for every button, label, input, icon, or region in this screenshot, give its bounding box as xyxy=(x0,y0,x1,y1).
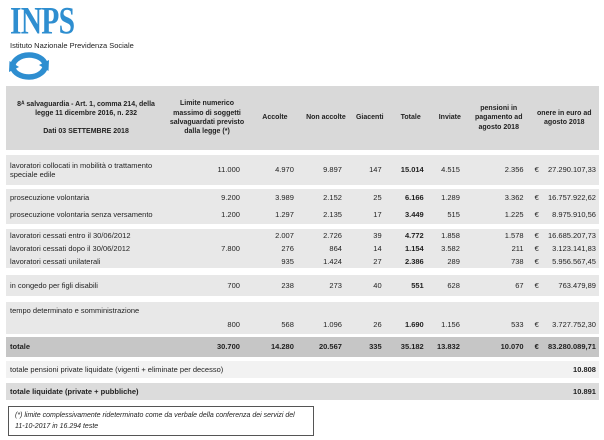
euro-sign: € xyxy=(534,280,539,290)
cell-non-accolte: 1.424 xyxy=(323,256,342,266)
cell-onere xyxy=(530,155,599,185)
cell-pensioni: 1.578 xyxy=(504,230,524,240)
cell-totale: 15.014 xyxy=(400,165,424,175)
row-label: prosecuzione volontaria senza versamento xyxy=(10,210,153,220)
cell-pensioni: 533 xyxy=(511,319,524,329)
col-header-limite: Limite numerico massimo di soggetti salvaguardati previsto dalla legge (*) xyxy=(169,100,245,136)
cell-limite xyxy=(166,229,248,242)
cell-totale: 551 xyxy=(411,280,424,290)
cell-totale: 6.166 xyxy=(404,192,424,202)
table-row xyxy=(6,155,599,185)
cell-accolte: 2.007 xyxy=(275,230,294,240)
cell-inviate: 3.582 xyxy=(441,243,460,253)
col-header-onere: onere in euro ad agosto 2018 xyxy=(537,109,592,126)
euro-sign: € xyxy=(534,210,539,220)
cell-accolte: 3.989 xyxy=(275,192,294,202)
cell-inviate: 1.289 xyxy=(441,192,460,202)
cell-pensioni: 3.362 xyxy=(504,192,524,202)
row-label: in congedo per figli disabili xyxy=(10,280,98,290)
onere-value: 3.123.141,83 xyxy=(552,243,596,253)
row-label: lavoratori cessati dopo il 30/06/2012 xyxy=(10,243,131,253)
cell-giacenti: 39 xyxy=(373,230,382,240)
onere-value: 83.280.089,71 xyxy=(547,342,596,352)
cell-non-accolte: 1.096 xyxy=(323,319,342,329)
euro-sign: € xyxy=(534,342,539,352)
inps-swirl-icon xyxy=(8,51,50,86)
cell-limite: 1.200 xyxy=(221,210,240,220)
euro-sign: € xyxy=(534,243,539,253)
cell-totale: 35.182 xyxy=(400,342,424,352)
cell-onere xyxy=(530,302,599,334)
onere-value: 16.685.207,73 xyxy=(547,230,596,240)
onere-value: 3.727.752,30 xyxy=(552,319,596,329)
spacer xyxy=(6,268,599,275)
cell-giacenti: 14 xyxy=(373,243,382,253)
summary-row-liquidate xyxy=(6,383,599,400)
table-row xyxy=(6,255,599,268)
cell-accolte: 1.297 xyxy=(275,210,294,220)
cell-giacenti: 17 xyxy=(373,210,382,220)
col-header-inviate: Inviate xyxy=(438,114,461,122)
table-row xyxy=(6,275,599,296)
cell-non-accolte: 20.567 xyxy=(318,342,342,352)
summary-label: totale liquidate (private + pubbliche) xyxy=(10,386,139,396)
cell-giacenti: 147 xyxy=(369,165,382,175)
euro-sign: € xyxy=(534,230,539,240)
summary-value: 10.891 xyxy=(573,386,596,396)
summary-label: totale pensioni private liquidate (vigenti + eliminate per decesso) xyxy=(10,364,224,374)
cell-accolte: 14.280 xyxy=(270,342,294,352)
cell-inviate: 515 xyxy=(447,210,460,220)
cell-onere xyxy=(530,229,599,242)
summary-row-private xyxy=(6,361,599,378)
cell-pensioni: 1.225 xyxy=(504,210,524,220)
cell-non-accolte: 2.152 xyxy=(323,192,342,202)
cell-giacenti: 335 xyxy=(369,342,382,352)
footnote-line1: (*) limite complessivamente rideterminato come da verbale della conferenza dei servizi del xyxy=(15,412,295,419)
inps-wordmark: INPS xyxy=(10,0,75,43)
cell-onere xyxy=(530,337,599,357)
cell-accolte: 4.970 xyxy=(275,165,294,175)
cell-non-accolte: 9.897 xyxy=(323,165,342,175)
cell-inviate: 1.858 xyxy=(441,230,460,240)
cell-non-accolte: 2.726 xyxy=(323,230,342,240)
table-row xyxy=(6,189,599,206)
euro-sign: € xyxy=(534,165,539,175)
table-row xyxy=(6,229,599,242)
col-header-pensioni: pensioni in pagamento ad agosto 2018 xyxy=(475,104,523,131)
cell-limite: 700 xyxy=(227,280,240,290)
cell-totale: 4.772 xyxy=(404,230,424,240)
onere-value: 5.956.567,45 xyxy=(552,256,596,266)
row-label: lavoratori collocati in mobilità o trattamento speciale edile xyxy=(10,160,153,179)
footnote-line2: 11-10-2017 in 16.294 teste xyxy=(15,423,99,431)
row-label: lavoratori cessati unilaterali xyxy=(10,256,101,266)
cell-non-accolte: 273 xyxy=(329,280,342,290)
col-header-giacenti: Giacenti xyxy=(355,114,384,122)
cell-limite: 11.000 xyxy=(217,165,240,175)
col-header-totale: Totale xyxy=(400,114,421,122)
cell-giacenti: 25 xyxy=(373,192,382,202)
total-row xyxy=(6,337,599,357)
cell-inviate: 289 xyxy=(447,256,460,266)
table-row xyxy=(6,302,599,334)
euro-sign: € xyxy=(534,192,539,202)
euro-sign: € xyxy=(534,319,539,329)
cell-accolte: 568 xyxy=(281,319,294,329)
onere-value: 16.757.922,62 xyxy=(547,192,596,202)
onere-value: 27.290.107,33 xyxy=(547,165,596,175)
cell-giacenti: 26 xyxy=(373,319,382,329)
col-header-accolte: Accolte xyxy=(262,114,288,122)
cell-limite: 30.700 xyxy=(216,342,240,352)
cell-non-accolte: 864 xyxy=(329,243,342,253)
table-header xyxy=(6,86,599,150)
cell-totale: 1.154 xyxy=(404,243,424,253)
cell-limite: 9.200 xyxy=(221,192,240,202)
inps-subtitle: Istituto Nazionale Previdenza Sociale xyxy=(10,41,134,50)
cell-accolte: 238 xyxy=(281,280,294,290)
cell-pensioni: 738 xyxy=(511,256,524,266)
row-label: prosecuzione volontaria xyxy=(10,192,90,202)
cell-inviate: 4.515 xyxy=(441,165,460,175)
cell-inviate: 1.156 xyxy=(441,319,460,329)
row-label: lavoratori cessati entro il 30/06/2012 xyxy=(10,230,131,240)
header-title-cell xyxy=(6,86,166,150)
cell-totale: 2.386 xyxy=(404,256,424,266)
cell-giacenti: 40 xyxy=(373,280,382,290)
cell-pensioni: 67 xyxy=(515,280,524,290)
euro-sign: € xyxy=(534,256,539,266)
cell-inviate: 628 xyxy=(447,280,460,290)
header-date: Dati 03 SETTEMBRE 2018 xyxy=(43,127,129,135)
cell-non-accolte: 2.135 xyxy=(323,210,342,220)
cell-totale: 1.690 xyxy=(404,319,424,329)
cell-accolte: 276 xyxy=(281,243,294,253)
table-row xyxy=(6,206,599,224)
cell-onere xyxy=(530,206,599,224)
row-label: totale xyxy=(10,342,31,352)
cell-inviate: 13.832 xyxy=(436,342,460,352)
cell-pensioni: 2.356 xyxy=(504,165,524,175)
col-header-non-accolte: Non accolte xyxy=(306,114,346,122)
onere-value: 8.975.910,56 xyxy=(552,210,596,220)
cell-limite xyxy=(166,255,248,268)
cell-onere xyxy=(530,189,599,206)
data-table xyxy=(6,86,599,400)
table-row xyxy=(6,242,599,255)
footnote-box xyxy=(8,406,314,436)
cell-onere xyxy=(530,255,599,268)
cell-limite: 800 xyxy=(227,319,240,329)
cell-giacenti: 27 xyxy=(373,256,382,266)
row-label: tempo determinato e somministrazione xyxy=(10,306,140,315)
cell-pensioni: 211 xyxy=(511,243,524,253)
onere-value: 763.479,89 xyxy=(558,280,596,290)
cell-onere xyxy=(530,275,599,296)
cell-onere xyxy=(530,242,599,255)
cell-accolte: 935 xyxy=(281,256,294,266)
cell-pensioni: 10.070 xyxy=(500,342,524,352)
summary-value: 10.808 xyxy=(573,364,596,374)
cell-totale: 3.449 xyxy=(404,210,424,220)
cell-limite: 7.800 xyxy=(221,243,240,253)
header-title: 8ᴬ salvaguardia - Art. 1, comma 214, della legge 11 dicembre 2016, n. 232 xyxy=(17,100,155,118)
